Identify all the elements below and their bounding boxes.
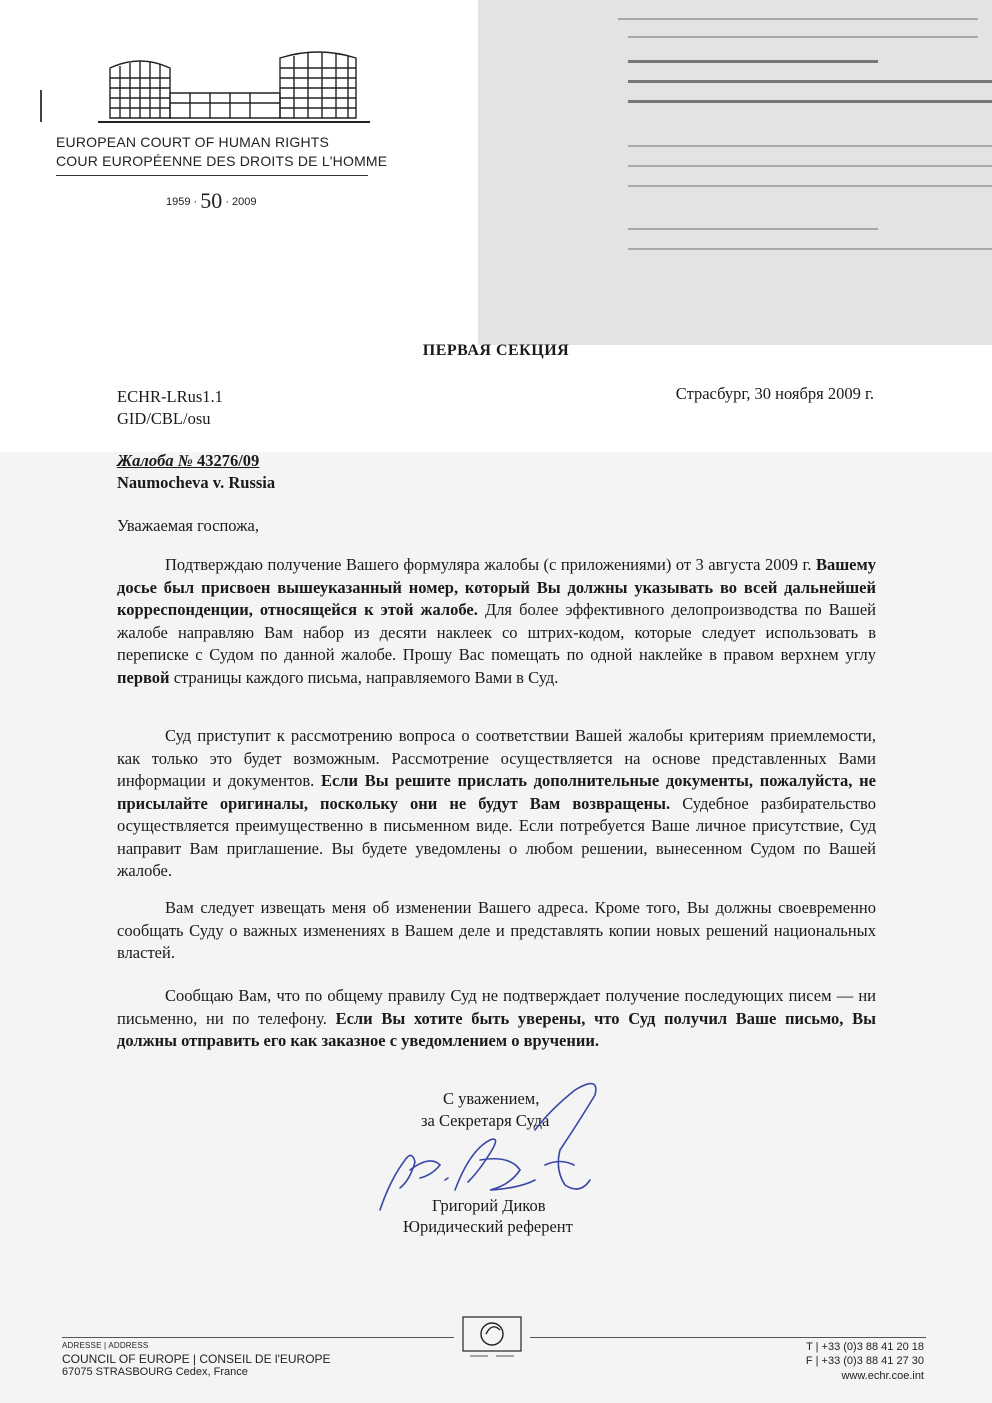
paragraph-1 xyxy=(117,554,876,689)
application-number-value: 43276/09 xyxy=(196,451,260,470)
court-name-english: EUROPEAN COURT OF HUMAN RIGHTS xyxy=(56,134,330,150)
footer-organization: COUNCIL OF EUROPE | CONSEIL DE l'EUROPE xyxy=(62,1352,331,1366)
court-building-logo xyxy=(90,48,380,128)
footer-fax: F | +33 (0)3 88 41 27 30 xyxy=(805,1355,924,1367)
closing-regards: С уважением, xyxy=(443,1089,540,1108)
application-label: Жалоба № xyxy=(117,451,193,470)
p2-text-b: Если Вы решите прислать дополнительные документы, пожалуйста, не присылайте оригиналы, поскольку они не будут Вам возвращены. xyxy=(117,771,876,813)
header-rule xyxy=(56,175,368,176)
signer-name: Григорий Диков xyxy=(432,1196,546,1215)
footer-address-label: ADRESSE | ADDRESS xyxy=(62,1341,149,1350)
binder-mark xyxy=(40,90,42,122)
p1-text-d: первой xyxy=(117,667,170,687)
footer-rule-left xyxy=(62,1337,454,1338)
footer-telephone: T | +33 (0)3 88 41 20 18 xyxy=(806,1341,924,1353)
case-name: Naumocheva v. Russia xyxy=(117,473,276,492)
anniversary-mark: 1959 · 50 · 2009 xyxy=(166,188,257,213)
salutation: Уважаемая госпожа, xyxy=(117,516,259,535)
paragraph-4 xyxy=(117,985,876,1053)
section-title: ПЕРВАЯ СЕКЦИЯ xyxy=(422,342,570,359)
footer-city: 67075 STRASBOURG Cedex, France xyxy=(62,1366,248,1378)
p2-text-c: Судебное разбирательство осуществляется преимущественно в письменном виде. Если потребуется Ваше личное присутствие, Суд направит Вам приглашение. Вы будете уведомлены о любом решении, вынесенном Судом по Вашей жалобе. xyxy=(117,793,876,880)
court-name-french: COUR EUROPÉENNE DES DROITS DE L'HOMME xyxy=(56,153,388,169)
closing-for-secretary: за Секретаря Суда xyxy=(421,1111,550,1130)
p1-text-c: Для более эффективного делопроизводства по Вашей жалобе направляю Вам набор из десяти наклеек со штрих-кодом, которые следует использовать в переписке с Судом по данной жалобе. Прошу Вас помещать по одной наклейке в правом верхнем углу xyxy=(117,600,876,664)
reference-line-1: ECHR-LRus1.1 xyxy=(117,387,223,406)
p1-text-e: страницы каждого письма, направляемого Вами в Суд. xyxy=(169,667,559,687)
paragraph-3: Вам следует извещать меня об изменении Вашего адреса. Кроме того, Вы должны своевременно сообщать Суду о важных изменениях в Вашем деле и представлять копии новых решений национальных властей. xyxy=(117,898,876,962)
paragraph-2 xyxy=(117,725,876,883)
anniversary-number: 50 xyxy=(200,188,223,213)
council-of-europe-logo-icon xyxy=(462,1316,522,1362)
p1-text-a: Подтверждаю получение Вашего формуляра жалобы (с приложениями) от 3 августа 2009 г. xyxy=(165,555,816,574)
back-side-bleed xyxy=(478,0,992,345)
p4-text-a: Сообщаю Вам, что по общему правилу Суд не подтверждает получение последующих писем — ни письменно, ни по телефону. xyxy=(117,986,876,1028)
anniversary-start: 1959 xyxy=(166,196,191,208)
place-date: Страсбург, 30 ноября 2009 г. xyxy=(675,384,874,403)
signer-role: Юридический референт xyxy=(403,1217,573,1236)
footer-rule-right xyxy=(530,1337,926,1338)
p2-text-a: Суд приступит к рассмотрению вопроса о соответствии Вашей жалобы критериям приемлемости, как только это будет возможным. Рассмотрение осуществляется на основе представленных Вами информации и документов. xyxy=(117,726,876,790)
application-number xyxy=(117,451,259,471)
footer-website: www.echr.coe.int xyxy=(841,1370,924,1382)
reference-line-2: GID/CBL/osu xyxy=(117,409,211,428)
p1-text-b: Вашему досье был присвоен вышеуказанный номер, который Вы должны указывать во всей дальнейшей корреспонденции, относящейся к этой жалобе. xyxy=(117,555,876,619)
anniversary-end: 2009 xyxy=(232,196,257,208)
p4-text-b: Если Вы хотите быть уверены, что Суд получил Ваше письмо, Вы должны отправить его как заказное с уведомлением о вручении. xyxy=(117,1008,876,1050)
